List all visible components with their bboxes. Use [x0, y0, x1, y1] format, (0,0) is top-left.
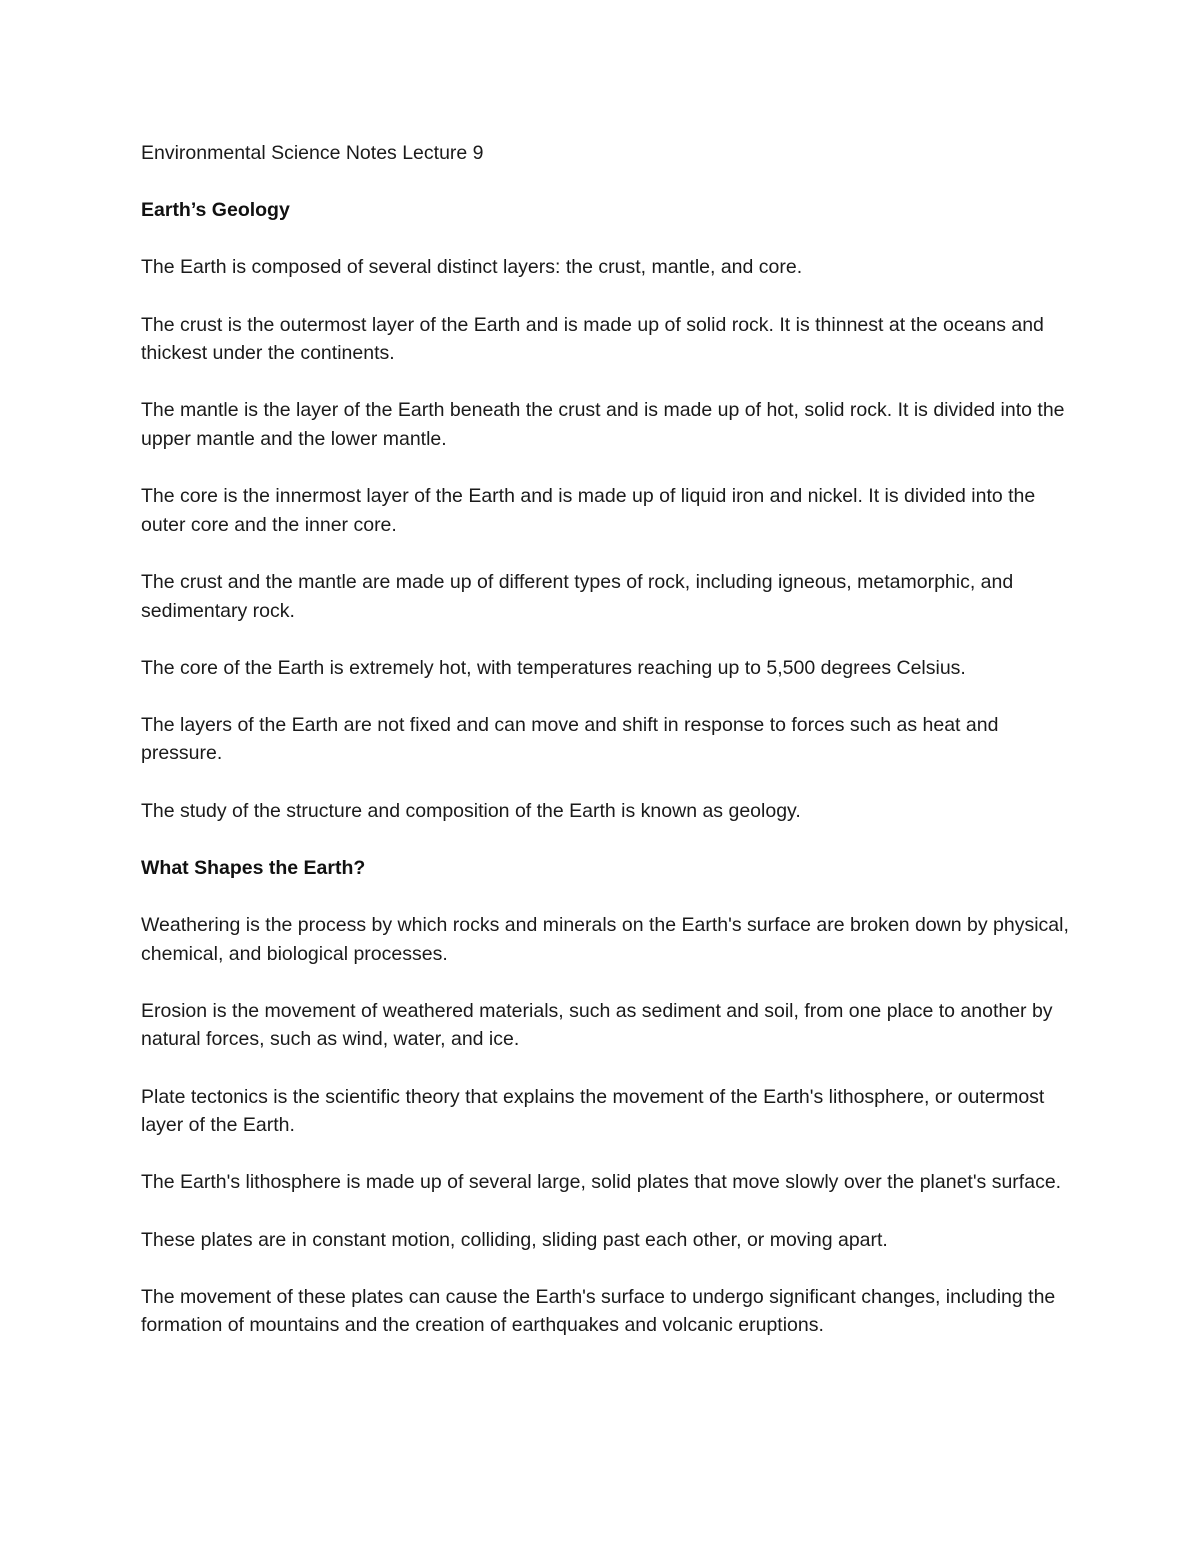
document-title: Environmental Science Notes Lecture 9 — [141, 142, 484, 164]
paragraph: The core of the Earth is extremely hot, with temperatures reaching up to 5,500 degrees Celsius. — [141, 656, 966, 679]
paragraph: Plate tectonics is the scientific theory that explains the movement of the Earth's lithosphere, or outermost layer of the Earth. — [141, 1085, 1045, 1137]
paragraph: The study of the structure and composition of the Earth is known as geology. — [141, 799, 801, 822]
paragraph: The crust is the outermost layer of the Earth and is made up of solid rock. It is thinnest at the oceans and thickest under the continents. — [141, 313, 1044, 365]
paragraph: The layers of the Earth are not fixed and can move and shift in response to forces such as heat and pressure. — [141, 713, 999, 765]
document-body — [141, 139, 1071, 1369]
paragraph: The crust and the mantle are made up of different types of rock, including igneous, metamorphic, and sedimentary rock. — [141, 570, 1014, 622]
paragraph: The core is the innermost layer of the Earth and is made up of liquid iron and nickel. It is divided into the outer core and the inner core. — [141, 485, 1036, 536]
paragraph: The mantle is the layer of the Earth beneath the crust and is made up of hot, solid rock. It is divided into the upper mantle and the lower mantle. — [141, 399, 1065, 450]
section-heading-earths-geology: Earth’s Geology — [141, 199, 290, 222]
paragraph: Weathering is the process by which rocks and minerals on the Earth's surface are broken down by physical, chemical, and biological processes. — [141, 914, 1069, 965]
paragraph: The Earth's lithosphere is made up of several large, solid plates that move slowly over the planet's surface. — [141, 1171, 1062, 1194]
paragraph: Erosion is the movement of weathered materials, such as sediment and soil, from one place to another by natural forces, such as wind, water, and ice. — [141, 999, 1053, 1051]
paragraph: The movement of these plates can cause the Earth's surface to undergo significant changes, including the formation of mountains and the creation of earthquakes and volcanic eruptions. — [141, 1285, 1056, 1337]
section-heading-what-shapes-the-earth: What Shapes the Earth? — [141, 856, 366, 879]
paragraph: The Earth is composed of several distinct layers: the crust, mantle, and core. — [141, 256, 803, 279]
paragraph: These plates are in constant motion, colliding, sliding past each other, or moving apart. — [141, 1228, 888, 1251]
